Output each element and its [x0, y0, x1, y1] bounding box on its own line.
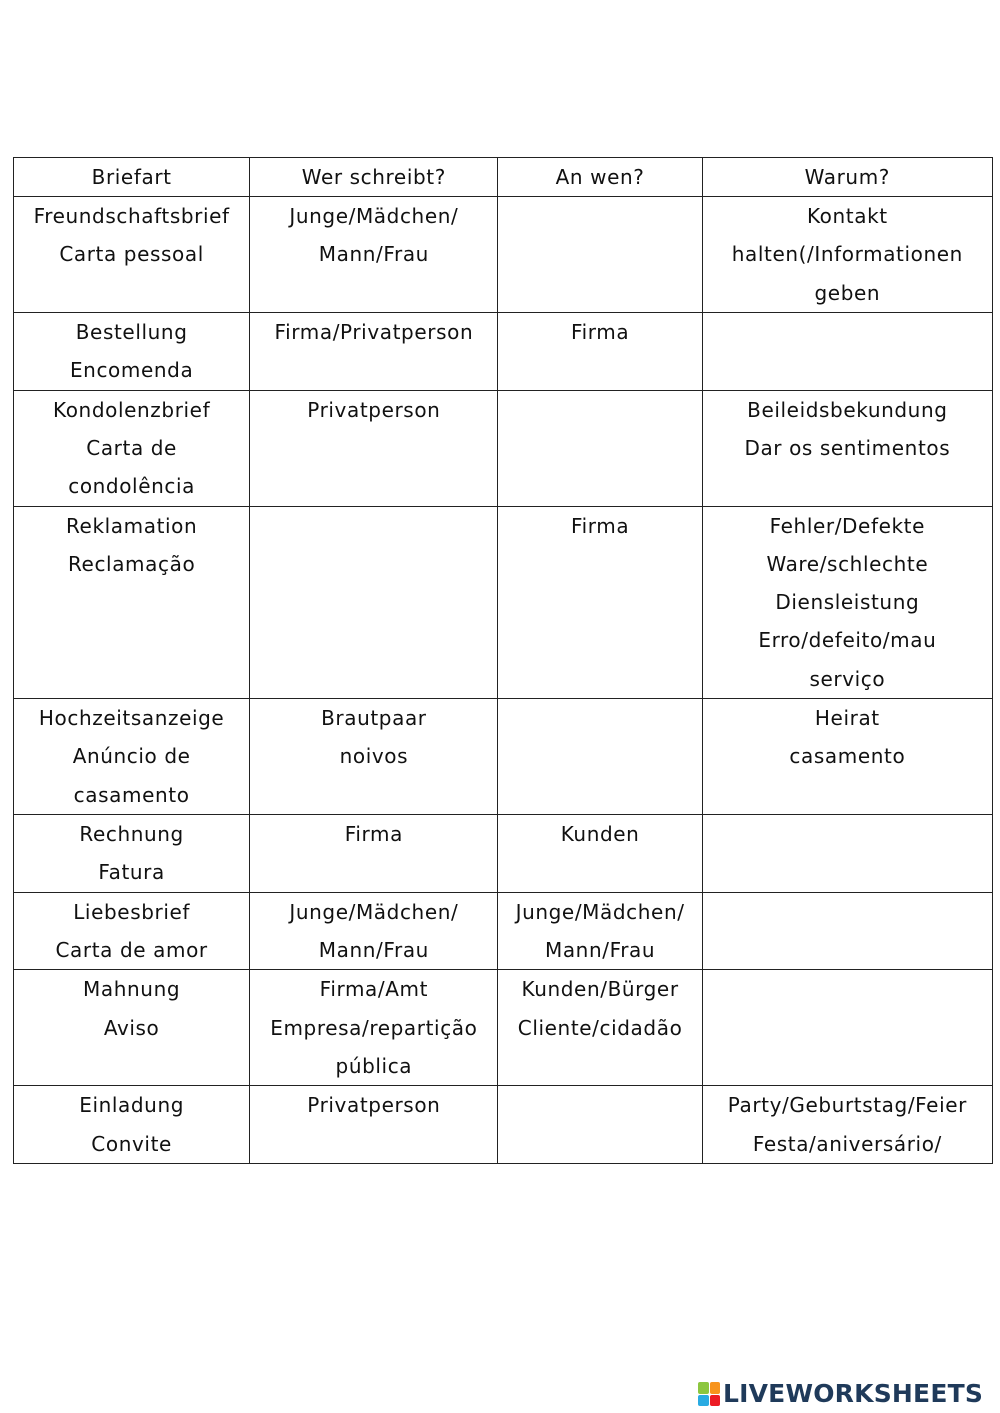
table-cell: Party/Geburtstag/Feier Festa/aniversário/: [702, 1086, 992, 1164]
table-row: [14, 892, 993, 970]
table-cell: [702, 313, 992, 391]
table-cell: Firma/Amt Empresa/repartição pública: [250, 970, 498, 1086]
header-briefart: Briefart: [14, 158, 250, 197]
table-header-row: [14, 158, 993, 197]
table-cell: Heirat casamento: [702, 699, 992, 815]
table-row: [14, 699, 993, 815]
table-body: [14, 197, 993, 1164]
table-row: [14, 815, 993, 893]
table-cell: [250, 506, 498, 698]
liveworksheets-logo: [698, 1380, 983, 1408]
table-cell: Brautpaar noivos: [250, 699, 498, 815]
table-row: [14, 506, 993, 698]
table-cell: [498, 390, 702, 506]
table-cell: Junge/Mädchen/ Mann/Frau: [250, 197, 498, 313]
table-cell: Bestellung Encomenda: [14, 313, 250, 391]
table-cell: Hochzeitsanzeige Anúncio de casamento: [14, 699, 250, 815]
table-cell: Privatperson: [250, 1086, 498, 1164]
table-row: [14, 197, 993, 313]
header-warum: Warum?: [702, 158, 992, 197]
table-cell: [498, 197, 702, 313]
table-row: [14, 1086, 993, 1164]
table-cell: Freundschaftsbrief Carta pessoal: [14, 197, 250, 313]
logo-text: LIVEWORKSHEETS: [723, 1379, 984, 1408]
table-row: [14, 390, 993, 506]
table-cell: Firma: [250, 815, 498, 893]
logo-mark-square: [698, 1395, 709, 1407]
table-cell: Privatperson: [250, 390, 498, 506]
letter-types-table: [13, 157, 993, 1164]
table-cell: Liebesbrief Carta de amor: [14, 892, 250, 970]
table-cell: Kondolenzbrief Carta de condolência: [14, 390, 250, 506]
table-cell: Firma: [498, 313, 702, 391]
table-cell: [498, 1086, 702, 1164]
table-cell: Kunden: [498, 815, 702, 893]
table-cell: Junge/Mädchen/ Mann/Frau: [250, 892, 498, 970]
table-cell: [702, 970, 992, 1086]
table-cell: [702, 815, 992, 893]
table-cell: Einladung Convite: [14, 1086, 250, 1164]
table-cell: Junge/Mädchen/ Mann/Frau: [498, 892, 702, 970]
table-cell: [498, 699, 702, 815]
logo-mark-square: [710, 1382, 721, 1394]
logo-mark-square: [710, 1395, 721, 1407]
logo-mark-square: [698, 1382, 709, 1394]
table-cell: Mahnung Aviso: [14, 970, 250, 1086]
liveworksheets-logo-mark: [698, 1382, 720, 1406]
header-wer-schreibt: Wer schreibt?: [250, 158, 498, 197]
table-row: [14, 313, 993, 391]
table-cell: [702, 892, 992, 970]
table-cell: Kontakt halten(/Informationen geben: [702, 197, 992, 313]
table-cell: Firma: [498, 506, 702, 698]
table-row: [14, 970, 993, 1086]
table-cell: Rechnung Fatura: [14, 815, 250, 893]
table-cell: Beileidsbekundung Dar os sentimentos: [702, 390, 992, 506]
table-cell: Reklamation Reclamação: [14, 506, 250, 698]
table-cell: Kunden/Bürger Cliente/cidadão: [498, 970, 702, 1086]
table-cell: Fehler/Defekte Ware/schlechte Diensleistung Erro/defeito/mau serviço: [702, 506, 992, 698]
header-an-wen: An wen?: [498, 158, 702, 197]
table-cell: Firma/Privatperson: [250, 313, 498, 391]
